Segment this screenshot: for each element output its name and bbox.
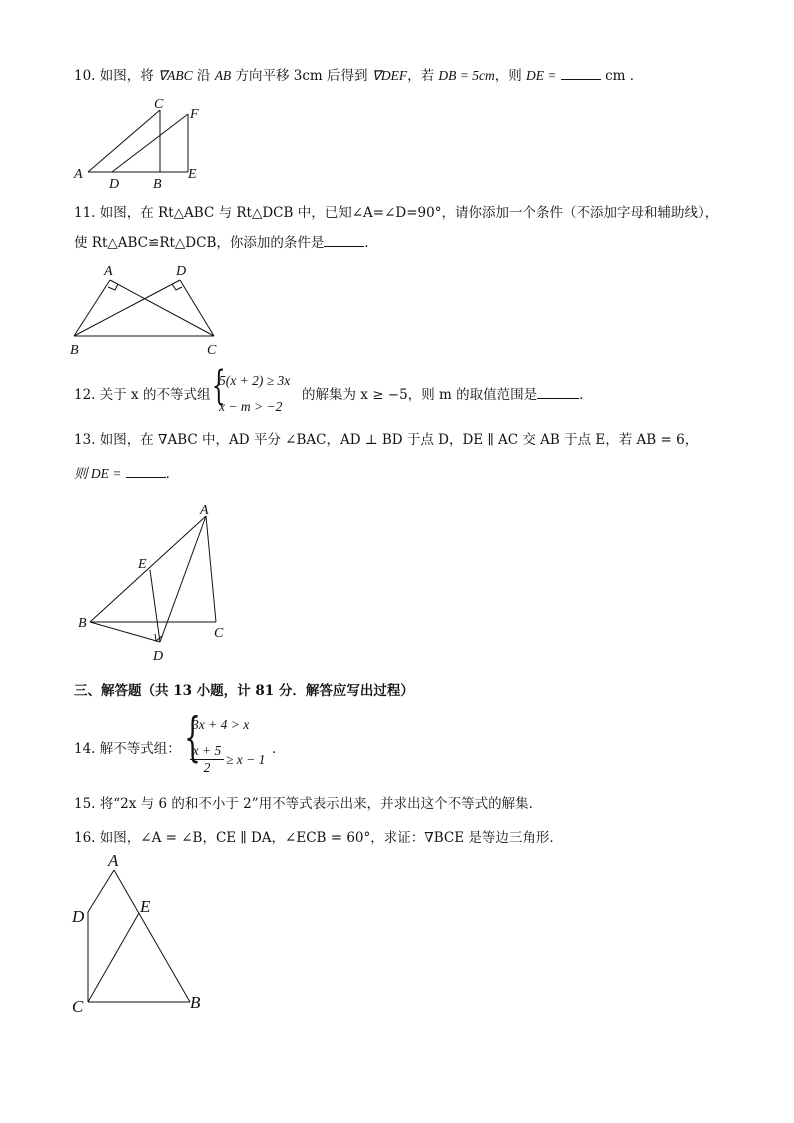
q10-text-part: ，则 <box>494 68 527 84</box>
q14-pre: 14. 解不等式组： <box>74 741 181 757</box>
q10-text <box>74 67 643 85</box>
q11-label-d: D <box>176 264 187 279</box>
q10-ask: DE = <box>526 68 557 83</box>
q16-text: 16. 如图，∠A = ∠B，CE ∥ DA，∠ECB = 60°，求证：∇BCE 是等边三角形． <box>74 830 563 846</box>
q14-end: ． <box>272 741 286 757</box>
q10-triangle-abc: ∇ABC <box>158 68 193 83</box>
q16-label-e: E <box>140 897 151 916</box>
q12-post-text: 的解集为 x ≥ −5，则 m 的取值范围是 <box>302 387 538 403</box>
q13-answer-blank[interactable] <box>126 465 166 478</box>
q11-line2-post: ． <box>364 235 378 251</box>
q16-label-a: A <box>108 851 119 870</box>
q10-label-c: C <box>154 97 164 112</box>
q10-label-f: F <box>190 107 199 122</box>
q16-label-d: D <box>72 907 85 926</box>
q16-figure <box>68 850 208 1020</box>
q12-answer-blank[interactable] <box>537 386 579 399</box>
q13-figure <box>74 500 244 670</box>
q10-figure <box>72 98 212 190</box>
q11-label-c: C <box>207 343 217 358</box>
q10-answer-blank[interactable] <box>561 67 601 80</box>
q14-ineq1: 3x + 4 > x <box>192 717 250 732</box>
q15-text: 15. 将“2x 与 6 的和不小于 2”用不等式表示出来，并求出这个不等式的解集． <box>74 796 543 812</box>
q11-label-b: B <box>70 343 79 358</box>
q10-triangle-def: ∇DEF <box>371 68 408 83</box>
q10-ab: AB <box>214 68 232 83</box>
q13-label-a: A <box>200 503 209 518</box>
q12-pre: 12. 关于 x 的不等式组 <box>74 387 211 403</box>
q10-label-d: D <box>109 177 120 192</box>
q13-line2-pre: 则 DE = <box>74 466 122 481</box>
q10-condition: DB = 5cm <box>438 68 495 83</box>
q12-brace: { <box>211 363 226 409</box>
q13-label-e: E <box>138 557 147 572</box>
q11-figure <box>68 264 228 356</box>
q14-brace: { <box>184 708 201 768</box>
q12-post <box>302 386 593 404</box>
q10-unit: cm ． <box>605 68 644 84</box>
q10-text-part: 沿 <box>192 68 215 84</box>
q14-fraction-numerator: x + 5 <box>190 743 224 760</box>
q11-answer-blank[interactable] <box>324 234 364 247</box>
q10-text-part: ，若 <box>407 68 439 84</box>
q13-line1: 13. 如图，在 ∇ABC 中，AD 平分 ∠BAC，AD ⊥ BD 于点 D，DE ∥ AC 交 AB 于点 E，若 AB = 6， <box>74 432 699 448</box>
q13-label-b: B <box>78 616 87 631</box>
q16-label-c: C <box>72 997 84 1016</box>
q10-label-e: E <box>188 167 197 182</box>
q10-label-b: B <box>153 177 162 192</box>
q13-line2-post: ． <box>165 466 180 482</box>
q11-line2 <box>74 234 378 252</box>
q10-pre: 10. 如图，将 <box>74 68 159 84</box>
q14-ineq2-rest: ≥ x − 1 <box>226 752 266 767</box>
q13-line2 <box>74 465 179 483</box>
q12-ineq2: x − m > −2 <box>219 399 283 414</box>
q16-label-b: B <box>190 993 201 1012</box>
q11-line1: 11. 如图，在 Rt△ABC 与 Rt△DCB 中，已知∠A=∠D=90°，请你添加一个条件（不添加字母和辅助线）， <box>74 205 719 221</box>
q13-label-c: C <box>214 626 224 641</box>
q13-label-d: D <box>153 649 164 664</box>
q12-ineq1: 5(x + 2) ≥ 3x <box>219 373 291 388</box>
q12-end: ． <box>579 387 593 403</box>
q10-label-a: A <box>74 167 83 182</box>
q11-line2-pre: 使 Rt△ABC≌Rt△DCB，你添加的条件是 <box>74 235 325 251</box>
q14-fraction <box>190 743 224 776</box>
q10-text-part: 方向平移 3cm 后得到 <box>231 68 372 84</box>
q11-label-a: A <box>104 264 113 279</box>
q14-fraction-denominator: 2 <box>203 760 211 775</box>
section-3-heading: 三、解答题（共 13 小题，计 81 分．解答应写出过程） <box>74 683 414 699</box>
